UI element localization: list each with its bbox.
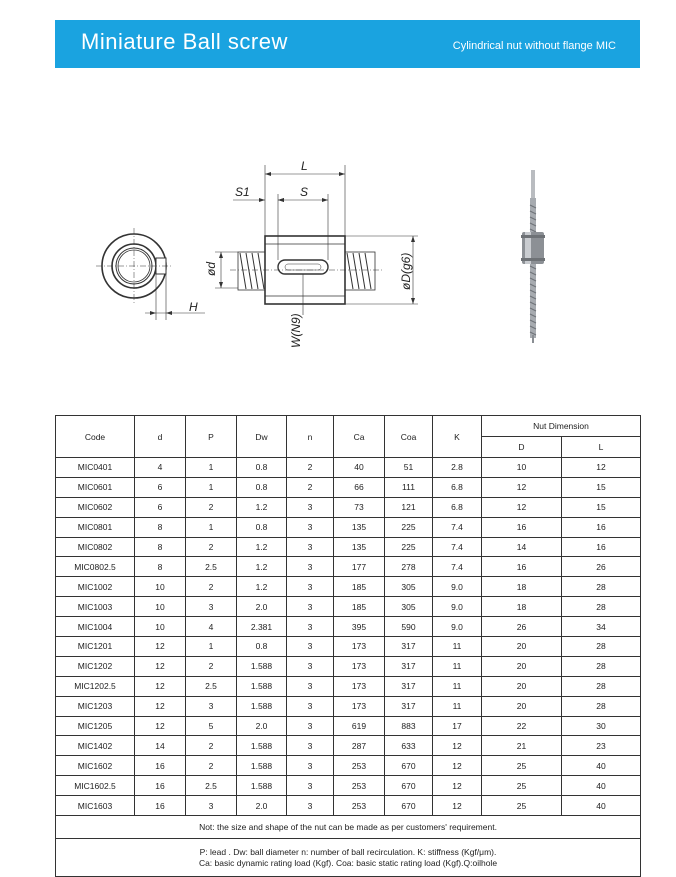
table-cell: MIC1603 [56,796,135,816]
table-row [56,557,641,577]
table-cell: 2.8 [433,458,482,478]
label-L: L [301,159,308,173]
table-cell: 73 [334,497,385,517]
table-cell: 3 [287,637,334,657]
table-cell: 1 [186,477,237,497]
table-cell: 253 [334,796,385,816]
table-cell: 3 [287,577,334,597]
table-cell: 6.8 [433,477,482,497]
table-cell: 28 [562,656,641,676]
table-cell: MIC1602.5 [56,776,135,796]
table-cell: 670 [385,796,433,816]
table-cell: 16 [482,557,562,577]
table-cell: 1 [186,458,237,478]
table-cell: 3 [186,696,237,716]
table-cell: 0.8 [237,517,287,537]
table-cell: 253 [334,776,385,796]
table-cell: 3 [287,756,334,776]
table-cell: 66 [334,477,385,497]
table-cell: 16 [482,517,562,537]
table-cell: 28 [562,597,641,617]
table-cell: 12 [482,497,562,517]
table-cell: 25 [482,776,562,796]
table-row [56,796,641,816]
table-cell: 11 [433,637,482,657]
table-cell: 40 [334,458,385,478]
table-cell: 18 [482,597,562,617]
table-cell: 173 [334,637,385,657]
table-cell: 2 [287,458,334,478]
table-cell: 253 [334,756,385,776]
table-cell: 26 [562,557,641,577]
table-cell: 1.2 [237,537,287,557]
table-cell: 9.0 [433,597,482,617]
table-cell: 185 [334,597,385,617]
table-cell: 20 [482,637,562,657]
table-cell: 1 [186,517,237,537]
table-cell: 121 [385,497,433,517]
table-cell: 633 [385,736,433,756]
table-cell: 3 [287,517,334,537]
table-cell: 16 [562,517,641,537]
table-cell: 2.5 [186,676,237,696]
technical-drawing [55,150,640,360]
table-cell: 12 [135,696,186,716]
header-dw: Dw [237,416,287,458]
table-row [56,696,641,716]
table-row [56,517,641,537]
table-cell: 14 [135,736,186,756]
table-cell: 1.588 [237,756,287,776]
table-cell: 15 [562,497,641,517]
table-cell: 2.0 [237,716,287,736]
table-cell: 7.4 [433,537,482,557]
table-cell: MIC1202.5 [56,676,135,696]
table-row [56,676,641,696]
table-cell: 135 [334,517,385,537]
table-cell: 1.2 [237,577,287,597]
table-cell: 1.588 [237,736,287,756]
label-S1: S1 [235,185,250,199]
table-cell: MIC0801 [56,517,135,537]
table-cell: 317 [385,676,433,696]
table-cell: 4 [186,617,237,637]
table-cell: 2 [186,577,237,597]
table-cell: 10 [135,577,186,597]
table-row [56,537,641,557]
table-cell: 17 [433,716,482,736]
table-cell: 14 [482,537,562,557]
table-cell: 305 [385,577,433,597]
table-cell: 3 [287,776,334,796]
table-cell: 25 [482,756,562,776]
table-cell: 305 [385,597,433,617]
table-cell: 287 [334,736,385,756]
table-cell: 8 [135,537,186,557]
table-cell: 3 [287,597,334,617]
table-cell: 185 [334,577,385,597]
table-cell: 34 [562,617,641,637]
table-cell: 3 [287,557,334,577]
header-code: Code [56,416,135,458]
table-cell: 3 [287,617,334,637]
table-cell: 28 [562,577,641,597]
label-S: S [300,185,309,199]
table-cell: 1.588 [237,696,287,716]
table-cell: MIC1205 [56,716,135,736]
table-cell: 51 [385,458,433,478]
table-cell: 7.4 [433,557,482,577]
table-cell: 590 [385,617,433,637]
table-row [56,716,641,736]
table-cell: 3 [287,716,334,736]
table-cell: 12 [135,676,186,696]
spec-table [55,415,641,877]
table-cell: 16 [135,756,186,776]
table-cell: 1.588 [237,656,287,676]
table-cell: 225 [385,517,433,537]
table-cell: MIC1002 [56,577,135,597]
header-k: K [433,416,482,458]
table-row [56,756,641,776]
table-cell: 28 [562,696,641,716]
label-W: W(N9) [289,313,303,348]
table-cell: 16 [135,776,186,796]
table-cell: 3 [287,736,334,756]
table-cell: 2 [186,537,237,557]
table-body [56,458,641,816]
table-cell: 4 [135,458,186,478]
table-cell: 5 [186,716,237,736]
table-cell: 1.2 [237,557,287,577]
header-nut-dimension: Nut Dimension [482,416,641,437]
legend-line-1: P: lead . Dw: ball diameter n: number of ball recirculation. K: stiffness (Kgf/μm). [199,846,497,857]
table-cell: 18 [482,577,562,597]
table-cell: 1.588 [237,776,287,796]
table-note: Not: the size and shape of the nut can be made as per customers' requirement. [56,816,641,839]
table-cell: 40 [562,776,641,796]
label-d: ød [204,261,218,276]
table-cell: 28 [562,637,641,657]
table-cell: 12 [433,776,482,796]
header-d: d [135,416,186,458]
table-cell: 1.588 [237,676,287,696]
table-cell: 670 [385,756,433,776]
header-n: n [287,416,334,458]
table-cell: 2 [186,756,237,776]
table-cell: 26 [482,617,562,637]
table-cell: MIC0802.5 [56,557,135,577]
table-cell: 9.0 [433,577,482,597]
table-row [56,497,641,517]
table-row [56,617,641,637]
table-cell: 2.5 [186,557,237,577]
table-cell: 2.5 [186,776,237,796]
table-cell: 173 [334,696,385,716]
table-cell: 3 [287,497,334,517]
label-D: øD(g6) [399,252,413,290]
header-p: P [186,416,237,458]
table-cell: 20 [482,656,562,676]
table-cell: 12 [562,458,641,478]
table-cell: 2 [186,736,237,756]
table-cell: MIC0802 [56,537,135,557]
table-cell: MIC0401 [56,458,135,478]
table-cell: MIC1402 [56,736,135,756]
table-cell: 6 [135,497,186,517]
table-cell: 3 [287,796,334,816]
table-cell: 6 [135,477,186,497]
table-cell: 177 [334,557,385,577]
table-cell: 10 [135,617,186,637]
ball-screw-photo [521,170,545,343]
table-cell: 2 [186,656,237,676]
table-row [56,577,641,597]
table-cell: 20 [482,676,562,696]
table-cell: MIC0601 [56,477,135,497]
table-cell: 12 [433,796,482,816]
page-subtitle: Cylindrical nut without flange MIC [452,40,616,52]
table-cell: MIC1004 [56,617,135,637]
table-cell: MIC1602 [56,756,135,776]
page-title: Miniature Ball screw [81,29,288,54]
table-cell: 2 [186,497,237,517]
table-cell: 12 [433,756,482,776]
table-cell: MIC1003 [56,597,135,617]
table-cell: 8 [135,557,186,577]
table-cell: 15 [562,477,641,497]
table-cell: 225 [385,537,433,557]
table-cell: 11 [433,676,482,696]
table-cell: 7.4 [433,517,482,537]
table-cell: 12 [433,736,482,756]
table-cell: 28 [562,676,641,696]
table-cell: 30 [562,716,641,736]
table-cell: 883 [385,716,433,736]
table-cell: 2.381 [237,617,287,637]
table-cell: MIC0602 [56,497,135,517]
table-cell: 8 [135,517,186,537]
table-cell: 173 [334,656,385,676]
table-cell: 11 [433,656,482,676]
table-cell: 16 [135,796,186,816]
table-cell: 22 [482,716,562,736]
table-row [56,477,641,497]
header-coa: Coa [385,416,433,458]
table-cell: 2.0 [237,597,287,617]
table-cell: MIC1201 [56,637,135,657]
table-cell: 25 [482,796,562,816]
table-row [56,637,641,657]
table-cell: MIC1202 [56,656,135,676]
table-cell: 670 [385,776,433,796]
header-nut-l: L [562,437,641,458]
table-cell: 20 [482,696,562,716]
table-cell: 16 [562,537,641,557]
table-cell: 173 [334,676,385,696]
table-cell: 278 [385,557,433,577]
table-cell: 0.8 [237,458,287,478]
table-cell: 40 [562,796,641,816]
table-cell: 12 [135,716,186,736]
table-cell: 10 [482,458,562,478]
table-cell: 3 [287,656,334,676]
table-cell: 6.8 [433,497,482,517]
table-row [56,458,641,478]
table-cell: 3 [287,676,334,696]
table-cell: 0.8 [237,637,287,657]
header-nut-d: D [482,437,562,458]
table-cell: 2 [287,477,334,497]
table-row [56,656,641,676]
table-cell: 395 [334,617,385,637]
table-cell: 11 [433,696,482,716]
table-cell: 619 [334,716,385,736]
table-row [56,736,641,756]
table-cell: 12 [482,477,562,497]
label-H: H [189,300,198,314]
table-cell: 2.0 [237,796,287,816]
table-row [56,597,641,617]
table-cell: 317 [385,637,433,657]
table-cell: 21 [482,736,562,756]
table-row [56,776,641,796]
table-cell: 3 [287,696,334,716]
table-cell: 12 [135,656,186,676]
legend-line-2: Ca: basic dynamic rating load (Kgf). Coa: basic static rating load (Kgf).Q:oilhole [198,857,498,868]
table-cell: 317 [385,696,433,716]
table-cell: 1 [186,637,237,657]
table-cell: 10 [135,597,186,617]
header-ca: Ca [334,416,385,458]
header-banner [55,20,640,68]
table-cell: 3 [186,597,237,617]
table-cell: 3 [186,796,237,816]
table-cell: 12 [135,637,186,657]
table-cell: 40 [562,756,641,776]
table-cell: 3 [287,537,334,557]
table-legend [56,839,641,877]
table-cell: 135 [334,537,385,557]
table-cell: 0.8 [237,477,287,497]
table-cell: MIC1203 [56,696,135,716]
table-cell: 9.0 [433,617,482,637]
table-cell: 317 [385,656,433,676]
table-cell: 23 [562,736,641,756]
table-cell: 1.2 [237,497,287,517]
table-cell: 111 [385,477,433,497]
